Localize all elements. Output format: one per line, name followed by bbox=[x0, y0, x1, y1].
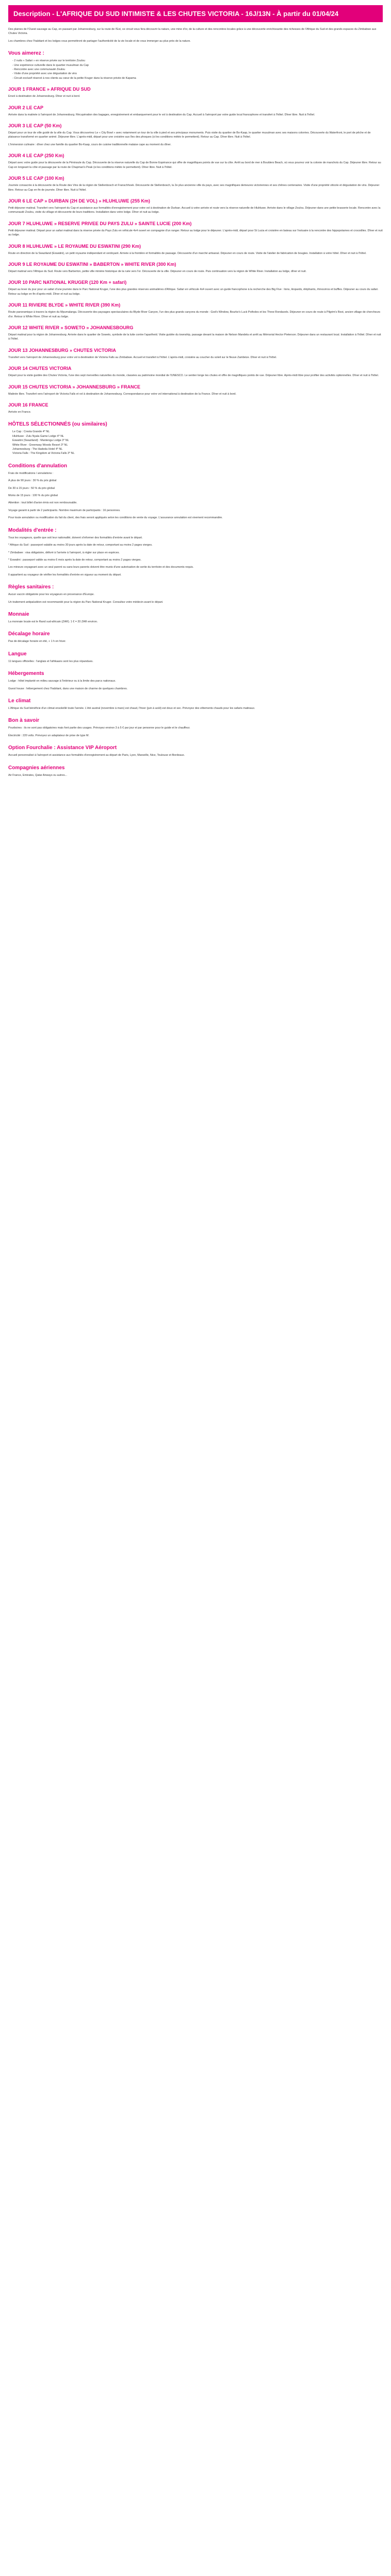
compagnies-text: Air France, Emirates, Qatar Airways ou autres... bbox=[8, 773, 68, 777]
modalites-title: Modalités d'entrée : bbox=[8, 527, 57, 533]
compagnies-title: Compagnies aériennes bbox=[8, 765, 65, 771]
day-text: Matinée libre. Transfert vers l'aéroport de Victoria Falls et vol à destination de Johannesburg. Correspondance pour votre vol international à destination de la France. Dîner et nuit à bord. bbox=[8, 392, 237, 396]
bon-a-savoir-text: Pourboires : ils ne sont pas obligatoires mais font partie des usages. Prévoyez environ 3 à 5 € par jour et par personne pour le guide et le chauffeur. bbox=[8, 726, 190, 730]
climat-title: Le climat bbox=[8, 698, 31, 704]
intro-paragraph: Les chambres chez l'habitant et les lodges vous permettront de partager l'authenticité de la vie locale et de vous immerger au plus près de la nature. bbox=[8, 39, 191, 43]
day-text: Départ matinal pour la région de Johannesburg. Arrivée dans le quartier de Soweto, symbole de la lutte contre l'apartheid. Visite guidée du township, passage devant la maison de Nelson Mandela et arrêt au Mémorial Hector Pieterson. Déjeuner dans un restaurant local. Installation à l'hôtel. Dîner et nuit à l'hôtel. bbox=[8, 333, 381, 341]
day-11 bbox=[8, 302, 383, 319]
day-text: Petit déjeuner matinal. Départ pour un safari matinal dans la réserve privée du Pays Zulu en véhicule 4x4 ouvert en compagnie d'un ranger. Retour au lodge pour le déjeuner. L'après-midi, départ pour St Lucia et croisière en bateau sur l'estuaire à la rencontre des hippopotames et crocodiles. Dîner et nuit au lodge. bbox=[8, 229, 383, 237]
day-title: JOUR 4 LE CAP (250 Km) bbox=[8, 153, 64, 159]
decalage-text: Pas de décalage horaire en été, + 1 h en hiver. bbox=[8, 640, 66, 643]
day-title: JOUR 12 WHITE RIVER » SOWETO » JOHANNESBOURG bbox=[8, 325, 134, 330]
day-6 bbox=[8, 198, 383, 215]
day-8 bbox=[8, 244, 383, 256]
conditions-text: Pour toute annulation ou modification du fait du client, des frais seront appliqués selon les conditions de vente du voyage. L'assurance annulation est vivement recommandée. bbox=[8, 516, 223, 520]
page-title: Description - L'AFRIQUE DU SUD INTIMISTE & LES CHUTES VICTORIA - 16J/13N - À partir du 01/04/24 bbox=[13, 10, 339, 18]
day-title: JOUR 13 JOHANNESBURG » CHUTES VICTORIA bbox=[8, 347, 116, 353]
bon-a-savoir-text: Électricité : 220 volts. Prévoyez un adaptateur de prise de type M. bbox=[8, 734, 90, 737]
modalites-text: * Afrique du Sud : passeport valable au moins 30 jours après la date de retour, comportant au moins 2 pages vierges. bbox=[8, 544, 153, 547]
day-text: Départ pour un tour de ville guidé de la ville du Cap. Vous découvrirez Le « City Bowl » avec notamment un tour de la ville à pied et ses principaux monuments. Puis visite du quartier de Bo-Kaap, le quartier musulman avec ses maisons colorées. Découverte du Waterfront, le port de pêche et de plaisance transformé en quartier animé. Déjeuner libre. L'après-midi, départ pour une croisière aux îles des phoques (si les conditions météo le permettent). Retour au Cap. Dîner libre. Nuit à l'hôtel. bbox=[8, 131, 371, 139]
day-title: JOUR 11 RIVIERE BLYDE » WHITE RIVER (390 Km) bbox=[8, 302, 121, 308]
day-title: JOUR 10 PARC NATIONAL KRUGER (120 Km + safari) bbox=[8, 280, 127, 285]
vous-aimerez-title: Vous aimerez : bbox=[8, 50, 44, 57]
modalites-text: Tous les voyageurs, quelle que soit leur nationalité, doivent s'informer des formalités d'entrée avant le départ. bbox=[8, 536, 143, 539]
langue-title: Langue bbox=[8, 651, 27, 657]
day-title: JOUR 2 LE CAP bbox=[8, 105, 44, 110]
hotels-title: HÔTELS SÉLECTIONNÉS (ou similaires) bbox=[8, 421, 107, 428]
day-1 bbox=[8, 87, 383, 98]
day-text: Petit déjeuner matinal. Transfert vers l'aéroport du Cap et assistance aux formalités d'enregistrement pour votre vol à destination de Durban. Accueil à votre arrivée et route vers la réserve naturelle de Hluhluwe. Arrivée dans le village Zoulou. Déjeuner dans une petite brasserie locale. Rencontre avec la communauté Zoulou, visite du village et découverte de leurs traditions. Installation dans votre lodge. Dîner et nuit au lodge. bbox=[8, 206, 381, 214]
modalites-text: Il appartient au voyageur de vérifier les formalités d'entrée en vigueur au moment du départ. bbox=[8, 573, 122, 577]
day-text: Transfert vers l'aéroport de Johannesburg pour votre vol à destination de Victoria Falls au Zimbabwe. Accueil et transfert à l'hôtel. L'après-midi, croisière au coucher du soleil sur le fleuve Zambèze. Dîner et nuit à l'hôtel. bbox=[8, 355, 277, 359]
day-10 bbox=[8, 280, 383, 296]
day-text: Arrivée en France. bbox=[8, 411, 31, 414]
hebergements-text: Lodge : hôtel implanté en milieu sauvage à l'intérieur ou à la limite des parcs nationaux. bbox=[8, 680, 116, 683]
monnaie-title: Monnaie bbox=[8, 611, 29, 617]
conditions-text: Attention : tout billet d'avion émis est non remboursable. bbox=[8, 501, 77, 505]
title-banner bbox=[8, 5, 383, 22]
list-item: - Une expérience culturelle dans le quartier musulman du Cap bbox=[12, 63, 89, 67]
vous-aimerez-list bbox=[8, 59, 383, 80]
day-text: Envol à destination de Johannesburg. Dîner et nuit à bord. bbox=[8, 95, 80, 98]
day-2 bbox=[8, 105, 383, 117]
sante-title: Règles sanitaires : bbox=[8, 584, 54, 590]
day-text: Départ au lever du jour pour un safari d'une journée dans le Parc National Kruger, l'une des plus grandes réserves animalières d'Afrique. Safari en véhicule 4x4 ouvert avec un guide francophone à la recherche des Big Five : lions, léopards, éléphants, rhinocéros et buffles. Déjeuner au cours du safari. Retour au lodge en fin d'après-midi. Dîner et nuit au lodge. bbox=[8, 288, 379, 296]
day-7 bbox=[8, 221, 383, 238]
day-title: JOUR 7 HLUHLUWE » RESERVE PRIVEE DU PAYS ZULU » SAINTE LUCIE (200 Km) bbox=[8, 221, 192, 226]
hotel-item: White River : Greenway Woods Resort 3* NL bbox=[12, 443, 68, 447]
day-text: Départ pour la visite guidée des Chutes Victoria, l'une des sept merveilles naturelles du monde, classées au patrimoine mondial de l'UNESCO. Le sentier longe les chutes et offre de magnifiques points de vue. Déjeuner libre. Après-midi libre pour profiter des activités optionnelles. Dîner et nuit à l'hôtel. bbox=[8, 374, 379, 378]
list-item: - Visite d'une propriété avec une dégustation de vins bbox=[12, 72, 77, 76]
day-4 bbox=[8, 153, 383, 170]
day-13 bbox=[8, 348, 383, 360]
day-text: Journée consacrée à la découverte de la Route des Vins de la région de Stellenbosch et Franschhoek. Découverte de Stellenbosch, la 2e plus ancienne ville du pays, avec ses magnifiques demeures victoriennes et ses chênes centenaires. Visite d'une propriété viticole et dégustation de vins. Déjeuner libre. Retour au Cap en fin de journée. Dîner libre. Nuit à l'hôtel. bbox=[8, 184, 380, 192]
conditions-title: Conditions d'annulation bbox=[8, 463, 68, 469]
day-title: JOUR 3 LE CAP (50 Km) bbox=[8, 123, 62, 129]
assistance-title: Option Fourchalie : Assistance VIP Aéroport bbox=[8, 745, 117, 751]
intro-paragraph: Des plaines de l'Ouest sauvage au Cap, en passant par Johannesburg, sur la route de l'Est, ce circuit vous fera découvrir la nature, une mine d'or, de la culture et des rencontres locales grâce à une découverte enrichissante des richesses de l'Afrique du Sud et des grands espaces du Zimbabwe aux Chutes Victoria. bbox=[8, 28, 377, 36]
decalage-title: Décalage horaire bbox=[8, 631, 50, 637]
sante-text: Un traitement antipaludéen est recommandé pour la région du Parc National Kruger. Consultez votre médecin avant le départ. bbox=[8, 600, 164, 604]
sante-text: Aucun vaccin obligatoire pour les voyageurs en provenance d'Europe. bbox=[8, 593, 95, 597]
hotel-item: Eswatini (Swaziland) : Mantenga Lodge 3* NL bbox=[12, 439, 69, 443]
document bbox=[0, 0, 391, 796]
hotels-list bbox=[8, 430, 383, 455]
day-title: JOUR 6 LE CAP » DURBAN (2H DE VOL) » HLUHLUWE (255 Km) bbox=[8, 198, 150, 204]
conditions-text: À plus de 90 jours : 30 % du prix global bbox=[8, 479, 57, 483]
conditions-text: De 30 à 15 jours : 50 % du prix global bbox=[8, 486, 55, 490]
list-item: - Circuit exclusif réservé à nos clients au cœur de la petite Kruger dans la réserve privée de Kapama bbox=[12, 76, 136, 80]
hotel-item: Victoria Falls : The Kingdom at Victoria Falls 3* NL bbox=[12, 452, 75, 455]
conditions-text: Moins de 15 jours : 100 % du prix global bbox=[8, 494, 58, 498]
day-text: Route panoramique à travers la région du Mpumalanga. Découverte des paysages spectaculaires du Blyde River Canyon, l'un des plus grands canyons du monde : God's Window, Bourke's Luck Potholes et les Three Rondavels. Déjeuner en cours de route à Pilgrim's Rest, ancien village de chercheurs d'or. Retour à White River. Dîner et nuit au lodge. bbox=[8, 311, 381, 318]
monnaie-text: La monnaie locale est le Rand sud-africain (ZAR). 1 € = 20 ZAR environ. bbox=[8, 620, 98, 623]
day-text: Arrivée dans la matinée à l'aéroport de Johannesburg. Récupération des bagages, enregistrement et embarquement pour le vol à destination du Cap. Accueil à l'aéroport par votre guide local francophone et transfert à l'hôtel. Dîner libre. Nuit à l'hôtel. bbox=[8, 113, 315, 116]
day-title: JOUR 14 CHUTES VICTORIA bbox=[8, 366, 72, 371]
assistance-text: Accueil personnalisé à l'aéroport et assistance aux formalités d'enregistrement au départ de Paris, Lyon, Marseille, Nice, Toulouse et Bordeaux. bbox=[8, 754, 185, 757]
day-9 bbox=[8, 262, 383, 274]
day-title: JOUR 1 FRANCE » AFRIQUE DU SUD bbox=[8, 87, 91, 92]
hotel-item: Hluhluwe : Zulu Nyala Game Lodge 4* NL bbox=[12, 434, 64, 438]
bon-a-savoir-title: Bon à savoir bbox=[8, 718, 40, 724]
hebergements-title: Hébergements bbox=[8, 671, 44, 677]
conditions-text: Frais de modifications / annulations : bbox=[8, 471, 54, 475]
day-5 bbox=[8, 176, 383, 192]
day-title: JOUR 8 HLUHLUWE » LE ROYAUME DU ESWATINI (290 Km) bbox=[8, 243, 141, 249]
day-12 bbox=[8, 325, 383, 342]
day-16 bbox=[8, 402, 383, 414]
modalites-text: * Zimbabwe : visa obligatoire, délivré à l'arrivée à l'aéroport, à régler sur place en espèces. bbox=[8, 551, 120, 554]
hebergements-text: Guest house : hébergement chez l'habitant, dans une maison de charme de quelques chambres. bbox=[8, 687, 128, 690]
climat-text: L'Afrique du Sud bénéficie d'un climat ensoleillé toute l'année. L'été austral (novembre à mars) est chaud, l'hiver (juin à août) est doux et sec. Prévoyez des vêtements chauds pour les safaris matinaux. bbox=[8, 706, 255, 710]
hotel-item: Johannesburg : The Hadeda Hotel 4* NL bbox=[12, 448, 63, 451]
langue-text: 11 langues officielles : l'anglais et l'afrikaans sont les plus répandues. bbox=[8, 659, 93, 663]
conditions-text: Voyage garanti à partir de 2 participants. Nombre maximum de participants : 16 personnes. bbox=[8, 509, 121, 512]
modalites-text: * Eswatini : passeport valide au moins 6 mois après la date de retour, comportant au moins 2 pages vierges. bbox=[8, 558, 141, 562]
modalites-text: Les mineurs voyageant avec un seul parent ou sans leurs parents doivent être munis d'une autorisation de sortie du territoire et des documents requis. bbox=[8, 566, 194, 569]
list-item: - 2 nuits « Safari » en réserve privée sur le territoire Zoulou bbox=[12, 59, 85, 63]
day-title: JOUR 15 CHUTES VICTORIA » JOHANNESBURG » FRANCE bbox=[8, 384, 141, 389]
day-3 bbox=[8, 123, 383, 147]
day-title: JOUR 5 LE CAP (100 Km) bbox=[8, 176, 64, 181]
hotel-item: Le Cap : Cresta Grande 4* NL bbox=[12, 430, 50, 434]
day-text: Route en direction de la Swaziland (Eswatini), un petit royaume indépendant et verdoyant. Arrivée à la frontière et formalités de passage. Découverte d'un marché artisanal. Déjeuner en cours de route. Visite de l'atelier de fabrication de bougies. Installation à votre hôtel. Dîner et nuit à l'hôtel. bbox=[8, 251, 367, 255]
day-15 bbox=[8, 384, 383, 396]
day-title: JOUR 9 LE ROYAUME DU ESWATINI » BABERTON » WHITE RIVER (300 Km) bbox=[8, 261, 176, 267]
day-title: JOUR 16 FRANCE bbox=[8, 402, 48, 408]
day-text: L'Immersion culinaire : dîner chez une famille du quartier Bo-Kaap, cours de cuisine traditionnelle malaise cape au moment du dîner. bbox=[8, 143, 171, 146]
list-item: - Rencontre avec une communauté Zoulou bbox=[12, 68, 66, 72]
day-text: Départ matinal vers l'Afrique du Sud. Route vers Barberton, petite ville minière historique de la ruée vers l'or. Découverte de la ville. Déjeuner en cours de route. Puis continuation vers la région de White River. Installation au lodge, dîner et nuit. bbox=[8, 269, 306, 273]
day-14 bbox=[8, 366, 383, 378]
day-text: Départ avec votre guide pour la découverte de la Péninsule du Cap. Découverte de la réserve naturelle du Cap de Bonne Espérance qui offre de magnifiques points de vue sur la côte. Arrêt au bord de mer à Boulders Beach, où vous pourrez voir la colonie de manchots du Cap. Déjeuner libre. Retour au Cap en longeant la côte et passage par la route de Chapman's Peak (si les conditions météo le permettent). Dîner libre. Nuit à l'hôtel. bbox=[8, 161, 381, 169]
